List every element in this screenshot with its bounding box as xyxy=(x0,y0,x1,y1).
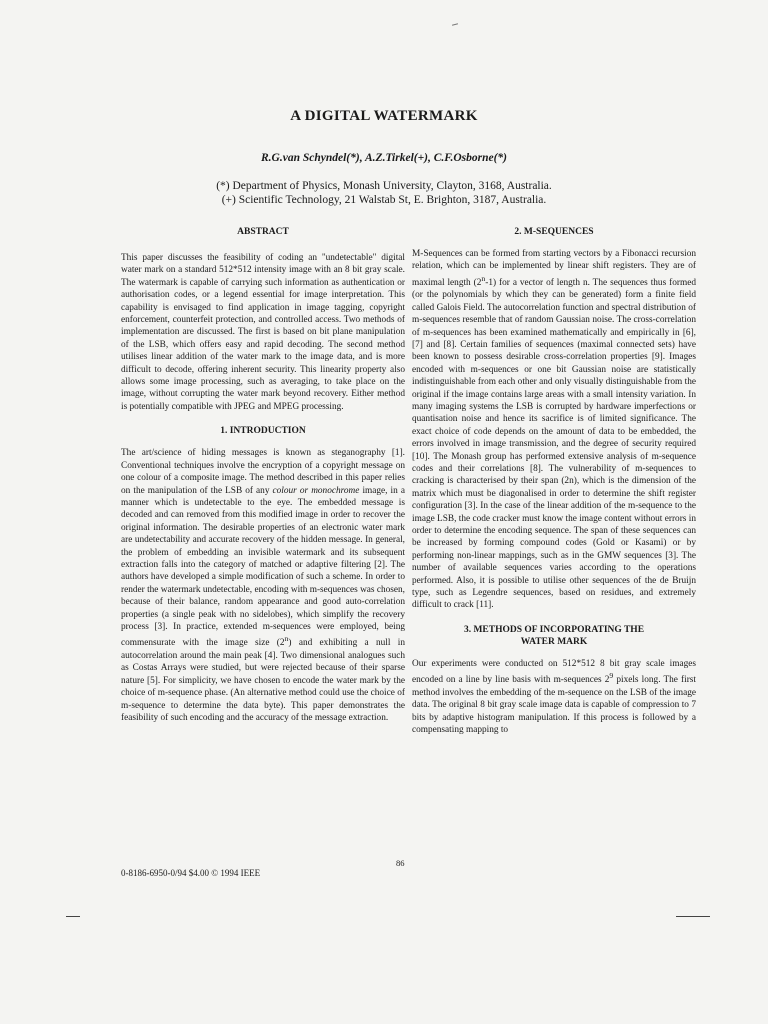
abstract-heading: ABSTRACT xyxy=(237,227,289,237)
methods-text: Our experiments were conducted on 512*512 8 bit gray scale images encoded on a line by line basis with m-sequences $2^9$ pixels long. The first method involves the embedding of the m-sequence on the LSB of the image data. The original 8 bit gray scale image data is capable of compression to 7 bits by adaptive histogram manipulation. If this process is followed by a compensating mapping to xyxy=(412,658,696,735)
introduction-text: The art/science of hiding messages is known as steganography [1]. Conventional techniques involve the encryption of a copyright message on one colour of a composite image. The method described in this paper relies on the manipulation of the LSB of any colour or monochrome image, in a manner which is undetectable to the eye. The embedded message is decoded and can removed from this modified image in order to recover the original information. The desirable properties of an electronic water mark are undetectability and accurate recovery of the hidden message. In general, the problem of embedding an invisible watermark and its subsequent extraction falls into the category of matched or adaptive filtering [2]. The authors have developed a simple modification of such a scheme. In order to render the watermark undetectable, encoding with m-sequences was chosen, because of their balance, random appearance and good auto-correlation properties (a single peak with no sidelobes), which simplify the recovery process [3]. In practice, extended m-sequences were employed, being commensurate with the image size (2$^n$) and exhibiting a null in autocorrelation around the main peak [4]. Two dimensional analogues such as Costas Arrays were studied, but were rejected because of their sparse nature [5]. For simplicity, we have chosen to encode the water mark by the choice of m-sequence phase. (An alternative method could use the choice of m-sequence to determine the data byte). This paper demonstrates the feasibility of such encoding and the accuracy of the message extraction. xyxy=(121,448,405,723)
paper-title: A DIGITAL WATERMARK xyxy=(290,108,478,124)
affiliation-1: (*) Department of Physics, Monash University, Clayton, 3168, Australia. xyxy=(216,180,552,192)
m-sequences-heading: 2. M-SEQUENCES xyxy=(514,227,594,237)
scan-mark xyxy=(66,916,80,917)
scan-speck xyxy=(452,23,458,26)
scan-mark xyxy=(676,916,710,917)
affiliation-2: (+) Scientific Technology, 21 Walstab St, E. Brighton, 3187, Australia. xyxy=(221,194,547,206)
left-column xyxy=(121,226,405,724)
methods-heading: 3. METHODS OF INCORPORATING THE WATER MARK xyxy=(463,624,645,647)
right-column xyxy=(412,226,696,736)
affiliations xyxy=(0,179,768,207)
abstract-text: This paper discusses the feasibility of coding an "undetectable" digital water mark on a standard 512*512 intensity image with an 8 bit gray scale. The watermark is capable of carrying such information as authentication or authorisation codes, or a legend essential for image interpretation. This capability is envisaged to find application in image tagging, copyright enforcement, counterfeit protection, and controlled access. Two methods of implementation are discussed. The first is based on bit plane manipulation of the LSB, which offers easy and rapid decoding. The second method utilises linear addition of the water mark to the image data, and is more difficult to decode, offering inherent security. This linearity property also allows some image processing, such as averaging, to take place on the image, without corrupting the water mark beyond recovery. Either method is potentially compatible with JPEG and MPEG processing. xyxy=(121,253,405,412)
author-list: R.G.van Schyndel(*), A.Z.Tirkel(+), C.F.Osborne(*) xyxy=(260,152,508,164)
page-number: 86 xyxy=(396,858,405,868)
introduction-heading: 1. INTRODUCTION xyxy=(220,426,306,437)
copyright-line: 0-8186-6950-0/94 $4.00 © 1994 IEEE xyxy=(121,868,261,878)
m-sequences-text: M-Sequences can be formed from starting vectors by a Fibonacci recursion relation, which can be implemented by linear shift registers. They are of maximal length (2$^n$-1) for a vector of length n. The sequences thus formed (or the polynomials by which they can be generated) form a finite field called Galois Field. The autocorrelation function and spectral distribution of m-sequences resemble that of random Gaussian noise. The cross-correlation of m-sequences has been examined mathematically and empirically in [6], [7] and [8]. Certain families of sequences (maximal connected sets) have been known to possess desirable cross-correlation properties [9]. Images encoded with m-sequences or one bit Gaussian noise are statistically indistinguishable from each other and only visually distinguishable from the original if the image contains large areas with a small intensity variation. In many imaging systems the LSB is corrupted by hardware imperfections or quantisation noise and hence its sacrifice is of limited significance. The exact choice of code depends on the amount of data to be embedded, the errors involved in image transmission, and the degree of security required [10]. The Monash group has performed extensive analysis of m-sequence codes and their correlations [8]. The vulnerability of m-sequences to cracking is characterised by their span (2n), which is the dimension of the matrix which must be diagonalised in order to determine the shift register configuration [3]. In the case of the linear addition of the m-sequence to the image LSB, the code cracker must know the image content without errors in order to determine the encoding sequence. The span of these sequences can be increased by forming compound codes (Gold or Kasami) or by performing non-linear mappings, such as in the GMW sequences [3]. The number of available sequences varies according to the operations performed. Also, it is possible to utilise other sequences of the de Bruijn type, such as Legendre sequences, based on residues, and extremely difficult to crack [11]. xyxy=(412,249,696,611)
